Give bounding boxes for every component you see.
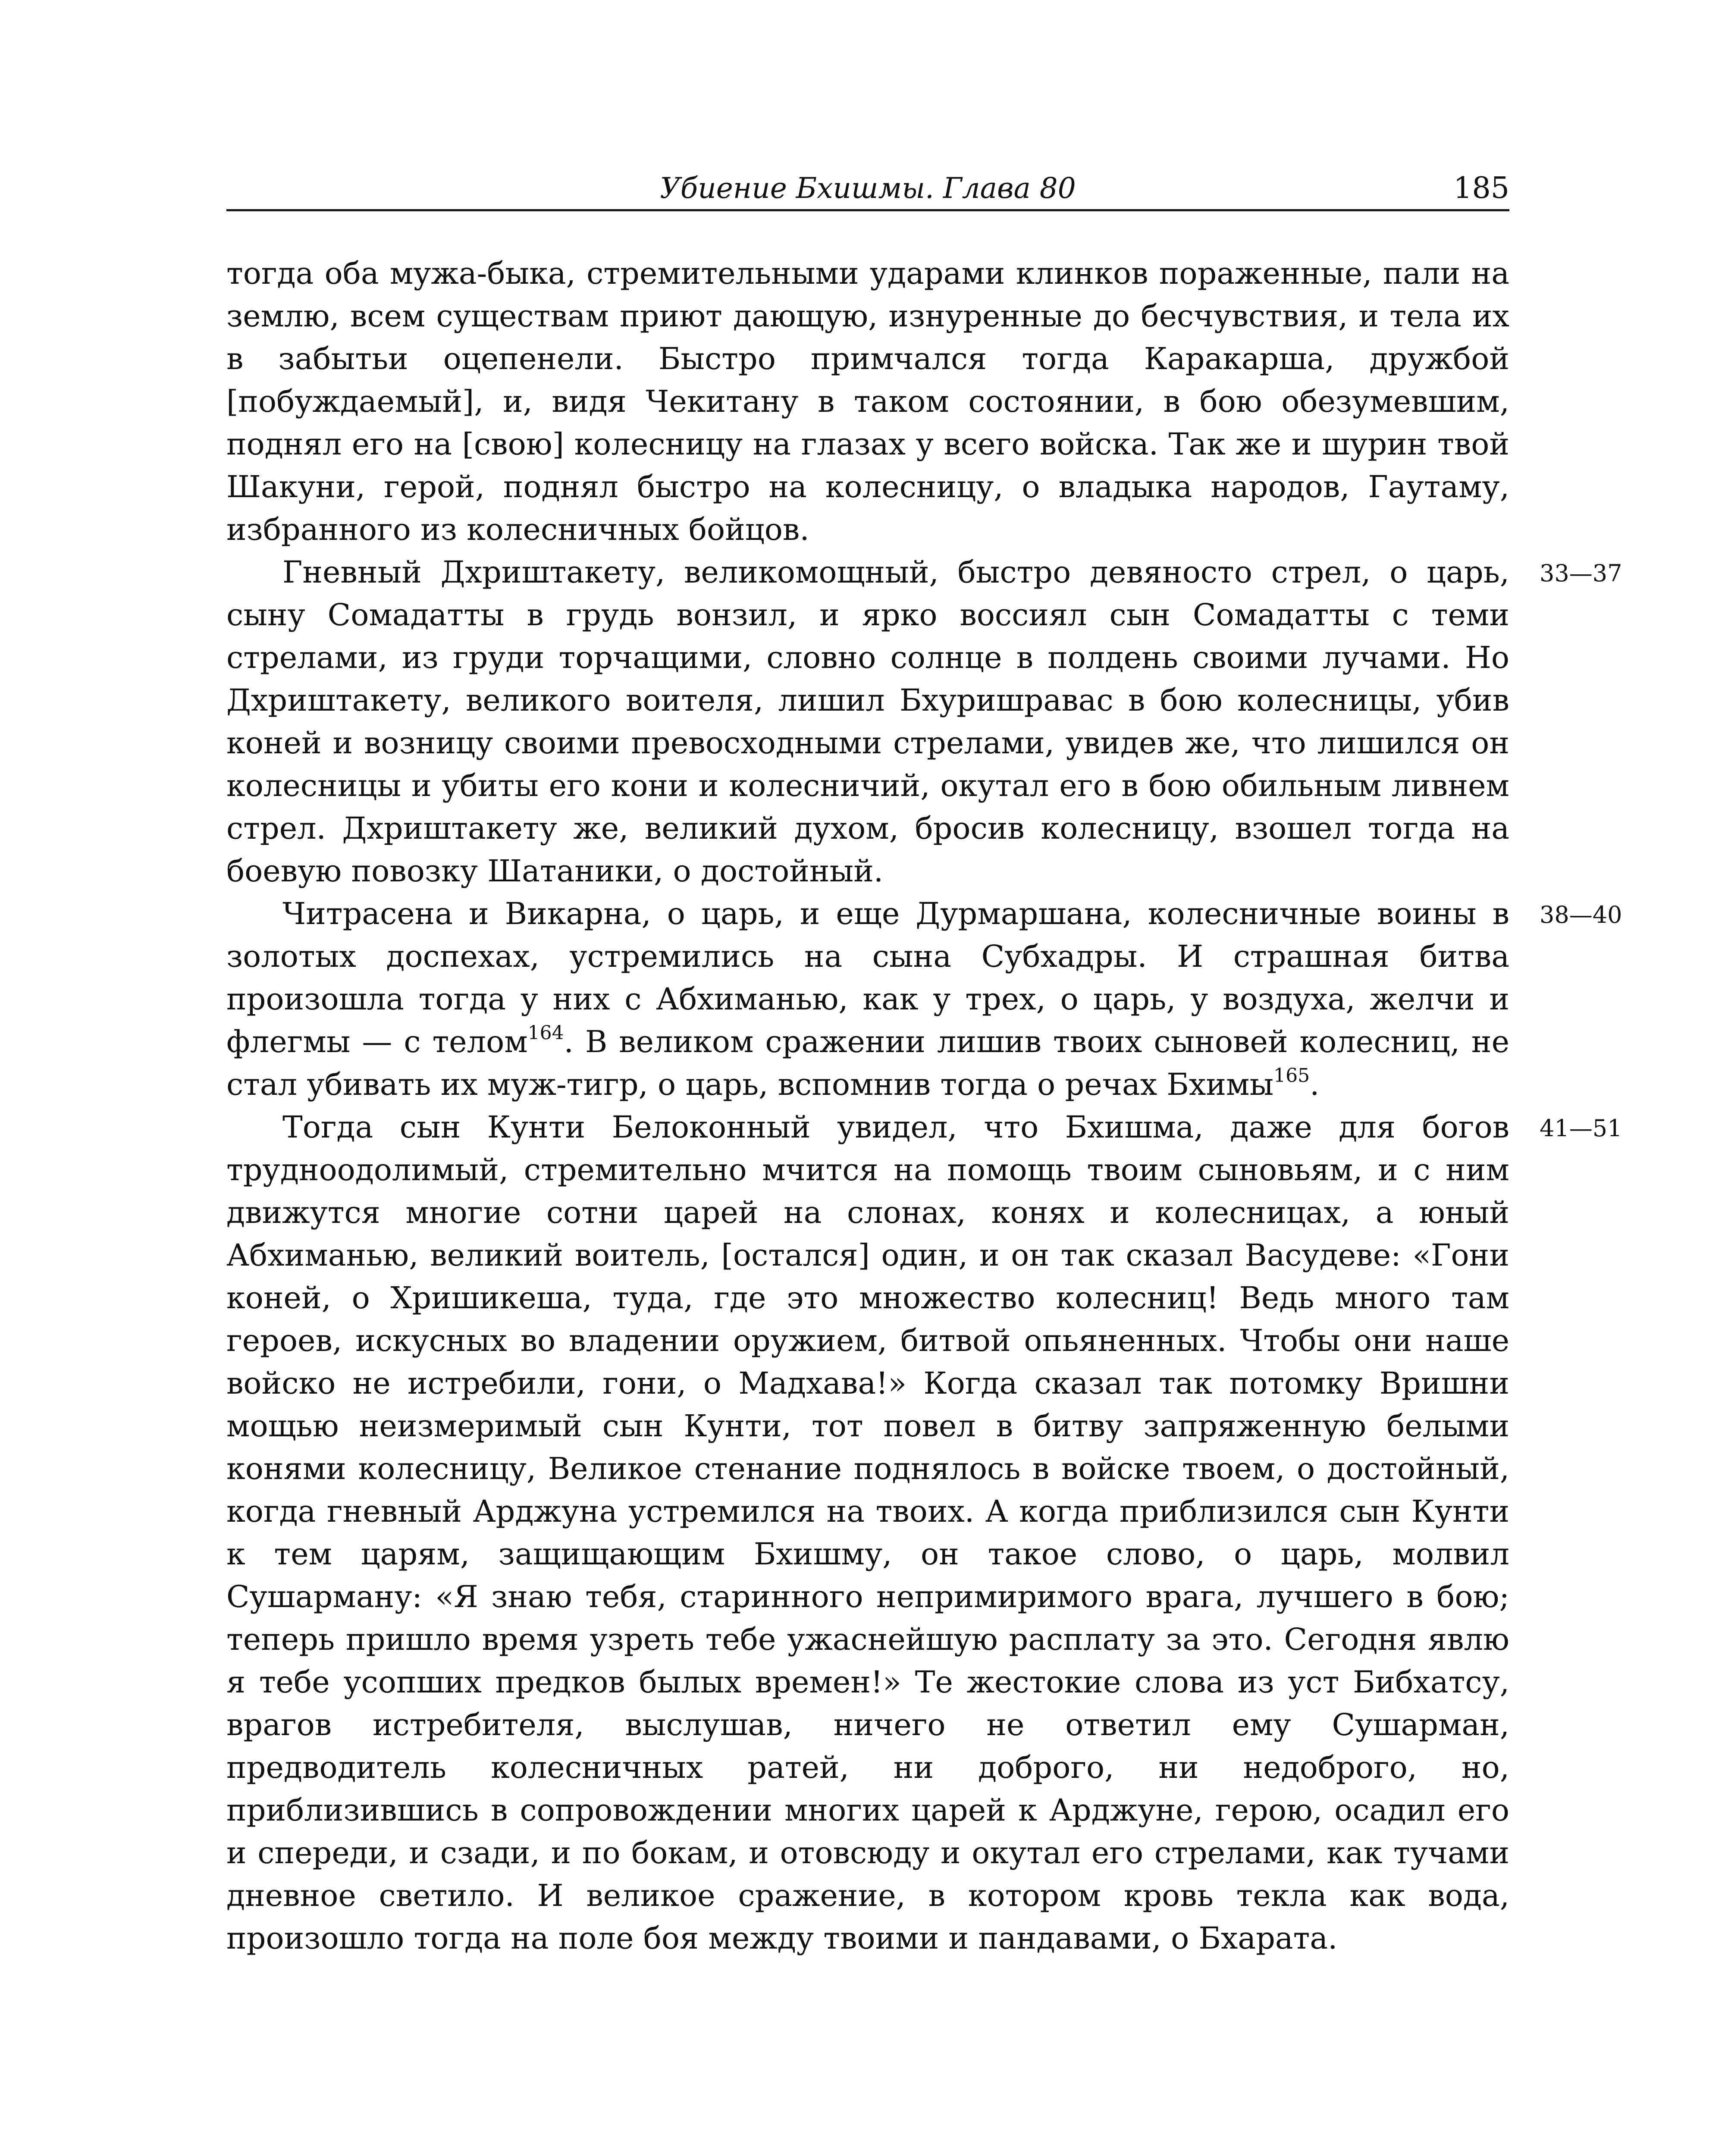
verse-range: 38—40 (1540, 901, 1622, 928)
paragraph-4 (226, 1106, 1622, 1960)
paragraph-3 (226, 893, 1622, 1106)
paragraph-text: Гневный Дхриштакету, великомощный, быстро девяносто стрел, о царь, сыну Сомадатты в грудь вонзил, и ярко воссиял сын Сомадатты с теми стрелами, из груди торчащими, словно солнце в полдень своими лучами. Но Дхриштакету, великого воителя, лишил Бхуришравас в бою колесницы, убив коней и возницу своими превосходными стрелами, увидев же, что лишился он колесницы и убиты его кони и колесничий, окутал его в бою обильным ливнем стрел. Дхриштакету же, великий духом, бросив колесницу, взошел тогда на боевую повозку Шатаники, о достойный. (226, 555, 1509, 889)
verse-range: 33—37 (1540, 560, 1622, 587)
footnote-marker[interactable]: 164 (527, 1022, 564, 1044)
page-number: 185 (1453, 171, 1509, 205)
chapter-title: Убиение Бхишмы. Глава 80 (660, 172, 1076, 205)
paragraph-text: . (1310, 1067, 1320, 1102)
paragraph-1 (226, 252, 1509, 551)
paragraph-text: . В великом сражении лишив твоих сыновей колесниц, не стал убивать их муж-тигр, о царь, вспомнив тогда о речах Бхимы (226, 1024, 1509, 1102)
footnote-marker[interactable]: 165 (1273, 1065, 1310, 1087)
paragraph-text: тогда оба мужа-быка, стремительными ударами клинков пораженные, пали на землю, всем существам приют дающую, изнуренные до бесчувствия, и тела их в забытьи оцепенели. Быстро примчался тогда Каракарша, дружбой [побуждаемый], и, видя Чекитану в таком состоянии, в бою обезумевшим, поднял его на [свою] колесницу на глазах у всего войска. Так же и шурин твой Шакуни, герой, поднял быстро на колесницу, о владыка народов, Гаутаму, избранного из колесничных бойцов. (226, 256, 1509, 547)
main-text (226, 252, 1622, 1960)
verse-range: 41—51 (1540, 1115, 1622, 1142)
paragraph-text: Читрасена и Викарна, о царь, и еще Дурмаршана, колесничные воины в золотых доспехах, устремились на сына Субхадры. И страшная битва произошла тогда у них с Абхиманью, как у трех, о царь, у воздуха, желчи и флегмы — с телом (226, 896, 1509, 1059)
running-head (226, 166, 1509, 211)
paragraph-2 (226, 551, 1622, 893)
paragraph-text: Тогда сын Кунти Белоконный увидел, что Бхишма, даже для богов труднoодолимый, стремительно мчится на помощь твоим сыновьям, и с ним движутся многие сотни царей на слонах, конях и колесницах, а юный Абхиманью, великий воитель, [остался] один, и он так сказал Васудеве: «Гони коней, о Хришикеша, туда, где это множество колесниц! Ведь много там героев, искусных во владении оружием, битвой опьяненных. Чтобы они наше войско не истребили, гони, о Мадхава!» Когда сказал так потомку Вришни мощью неизмеримый сын Кунти, тот повел в битву запряженную белыми конями колесницу, Великое стенание поднялось в войске твоем, о достойный, когда гневный Арджуна устремился на твоих. А когда приблизился сын Кунти к тем царям, защищающим Бхишму, он такое слово, о царь, молвил Сушарману: «Я знаю тебя, старинного непримиримого врага, лучшего в бою; теперь пришло время узреть тебе ужаснейшую расплату за это. Сегодня явлю я тебе усопших предков былых времен!» Те жестокие слова из уст Бибхатсу, врагов истребителя, выслушав, ничего не ответил ему Сушарман, предводитель колесничных ратей, ни доброго, ни недоброго, но, приблизившись в сопровождении многих царей к Арджуне, герою, осадил его и спереди, и сзади, и по бокам, и отовсюду и окутал его стрелами, как тучами дневное светило. И великое сражение, в котором кровь текла как вода, произошло тогда на поле боя между твоими и пандавами, о Бхарата. (226, 1109, 1509, 1956)
